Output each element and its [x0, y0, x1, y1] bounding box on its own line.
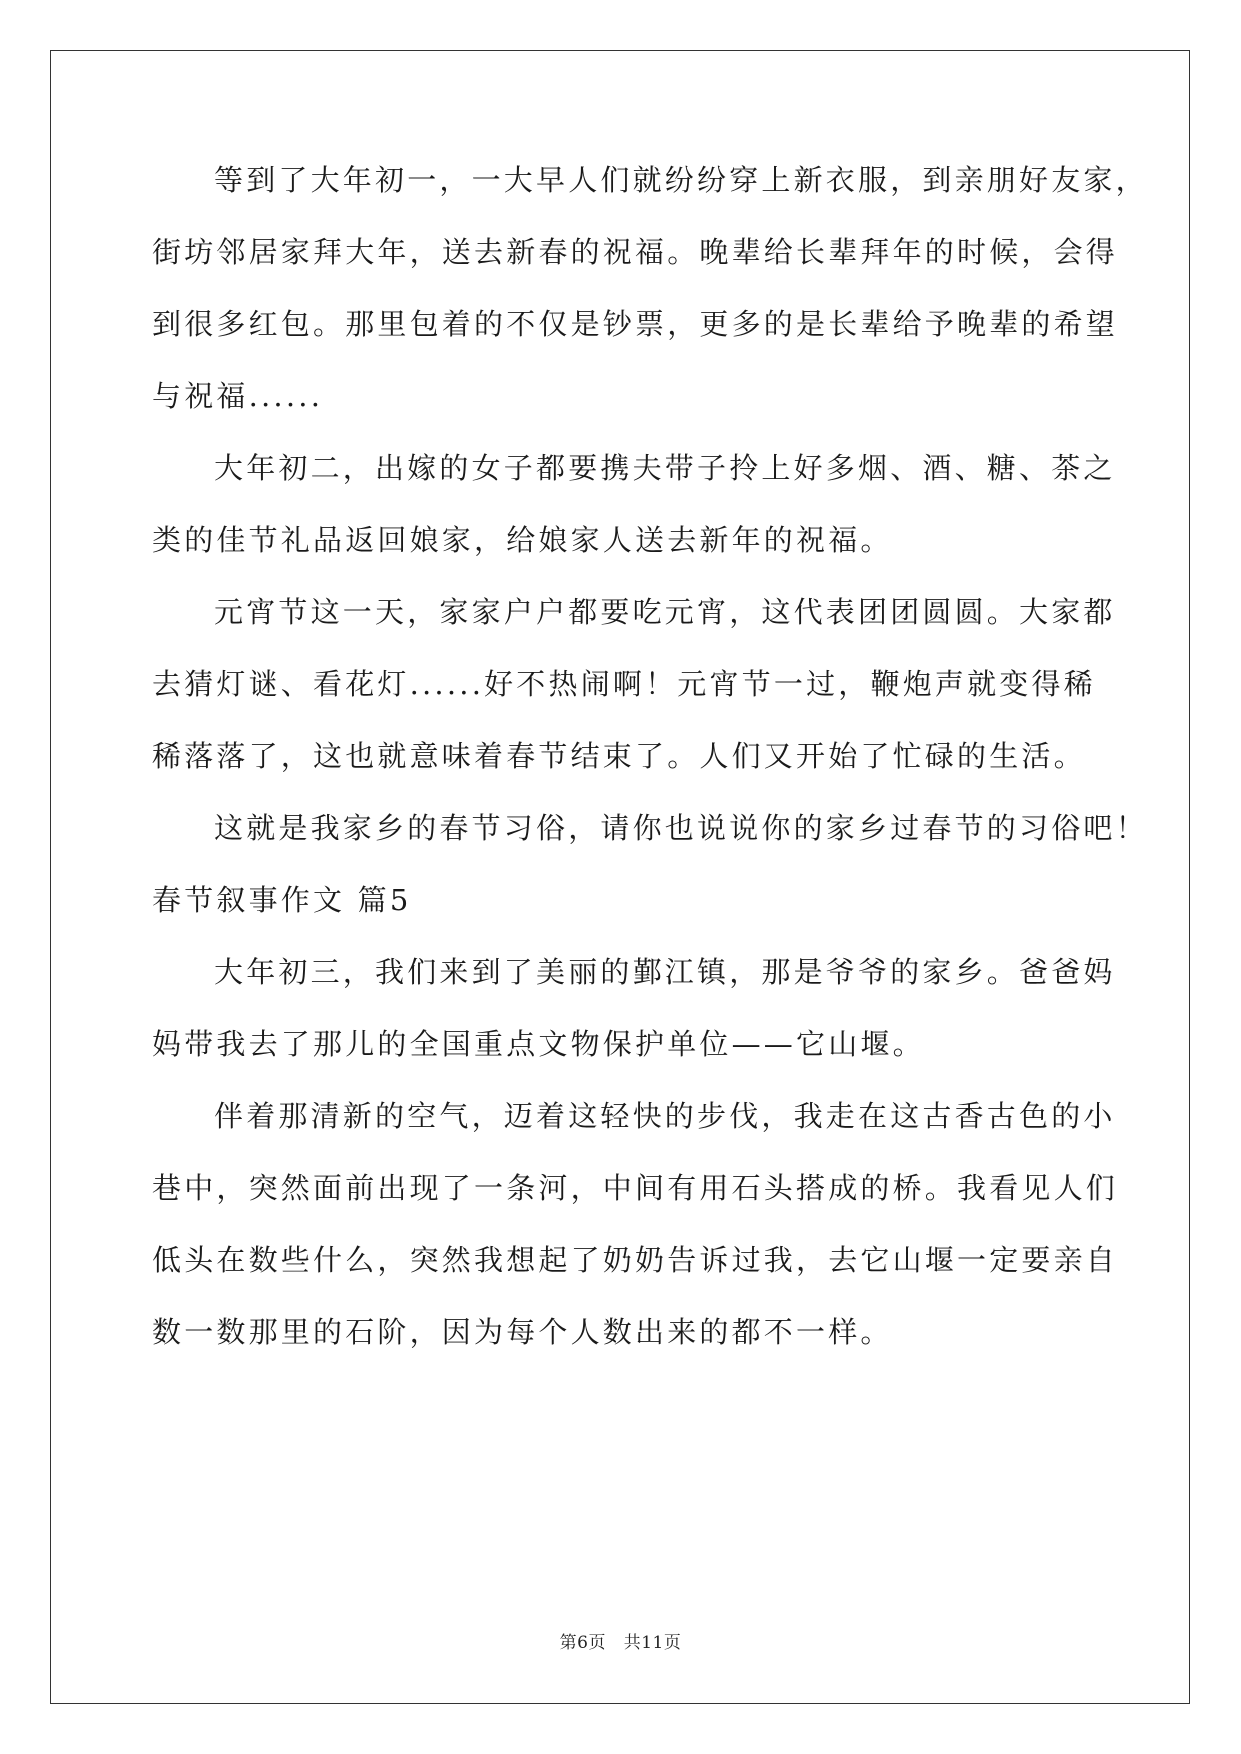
paragraph-line: 伴着那清新的空气，迈着这轻快的步伐，我走在这古香古色的小	[214, 1099, 1116, 1133]
paragraph-line: 大年初二，出嫁的女子都要携夫带子拎上好多烟、酒、糖、茶之	[214, 451, 1116, 485]
paragraph-line: 到很多红包。那里包着的不仅是钞票，更多的是长辈给予晚辈的希望	[152, 307, 1119, 341]
page-number: 第6页	[559, 1633, 606, 1653]
paragraph-line: 稀落落了，这也就意味着春节结束了。人们又开始了忙碌的生活。	[152, 739, 1086, 773]
section-heading: 春节叙事作文 篇5	[152, 883, 412, 917]
paragraph-line: 这就是我家乡的春节习俗，请你也说说你的家乡过春节的习俗吧！	[214, 811, 1148, 845]
paragraph-line: 去猜灯谜、看花灯......好不热闹啊！元宵节一过，鞭炮声就变得稀	[152, 667, 1096, 701]
paragraph-line: 数一数那里的石阶，因为每个人数出来的都不一样。	[152, 1315, 893, 1349]
paragraph-line: 等到了大年初一，一大早人们就纷纷穿上新衣服，到亲朋好友家，	[214, 163, 1148, 197]
paragraph-line: 与祝福......	[152, 379, 324, 413]
paragraph-line: 街坊邻居家拜大年，送去新春的祝福。晚辈给长辈拜年的时候，会得	[152, 235, 1119, 269]
page-footer	[0, 1628, 1241, 1653]
paragraph-line: 元宵节这一天，家家户户都要吃元宵，这代表团团圆圆。大家都	[214, 595, 1116, 629]
page-total: 共11页	[623, 1633, 682, 1653]
paragraph-line: 妈带我去了那儿的全国重点文物保护单位——它山堰。	[152, 1027, 925, 1061]
paragraph-line: 类的佳节礼品返回娘家，给娘家人送去新年的祝福。	[152, 523, 893, 557]
paragraph-line: 巷中，突然面前出现了一条河，中间有用石头搭成的桥。我看见人们	[152, 1171, 1119, 1205]
paragraph-line: 大年初三，我们来到了美丽的鄞江镇，那是爷爷的家乡。爸爸妈	[214, 955, 1116, 989]
paragraph-line: 低头在数些什么，突然我想起了奶奶告诉过我，去它山堰一定要亲自	[152, 1243, 1119, 1277]
page-border	[50, 50, 1190, 1704]
